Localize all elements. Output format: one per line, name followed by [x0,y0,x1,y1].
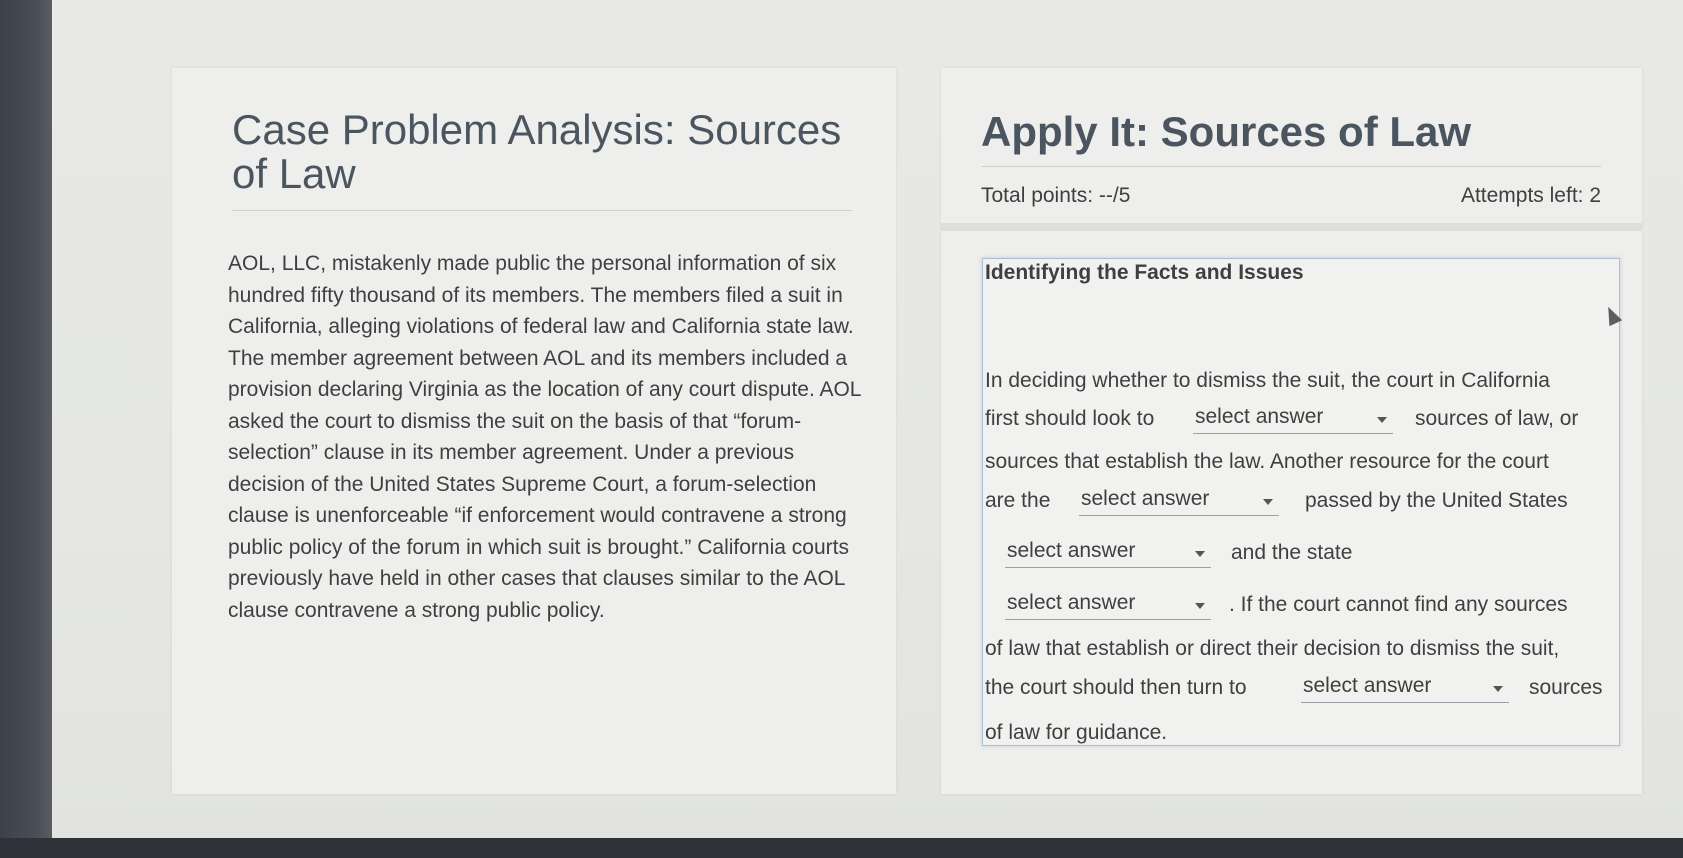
case-problem-title: Case Problem Analysis: Sources of Law [232,106,842,197]
question-text-line: sources that establish the law. Another resource for the court [985,450,1549,473]
dropdown-value: select answer [1195,405,1324,428]
case-problem-panel [172,68,896,794]
title-divider [981,166,1601,167]
title-divider [232,210,852,211]
question-text-line: In deciding whether to dismiss the suit, the court in California [985,369,1550,392]
question-text-line: and the state [1231,541,1353,564]
chevron-down-icon [1195,551,1205,557]
attempts-left: Attempts left: 2 [1460,184,1601,207]
apply-it-panel [941,68,1642,794]
answer-dropdown-4[interactable] [1005,591,1211,620]
monitor-bezel-bottom [0,838,1683,858]
question-text-line: the court should then turn to [985,676,1247,699]
answer-dropdown-5[interactable] [1301,674,1509,703]
question-text-line: of law that establish or direct their decision to dismiss the suit, [985,637,1560,660]
chevron-down-icon [1377,417,1387,423]
dropdown-value: select answer [1007,591,1136,614]
question-text-line: . If the court cannot find any sources [1229,593,1568,616]
total-points: Total points: --/5 [981,184,1131,207]
question-text-line: first should look to [985,407,1155,430]
chevron-down-icon [1195,603,1205,609]
question-heading: Identifying the Facts and Issues [985,261,1304,284]
apply-it-title: Apply It: Sources of Law [981,108,1472,155]
question-text-line: of law for guidance. [985,721,1168,744]
screen [52,0,1683,838]
answer-dropdown-2[interactable] [1079,487,1279,516]
chevron-down-icon [1493,686,1503,692]
question-text-line: are the [985,489,1051,512]
question-box [982,258,1620,746]
answer-dropdown-3[interactable] [1005,539,1211,568]
question-text-line: passed by the United States [1305,489,1568,512]
dropdown-value: select answer [1303,674,1432,697]
case-problem-text: AOL, LLC, mistakenly made public the personal information of six hundred fifty thousand of its members. The members filed a suit in California, alleging violations of federal law and California state law. The member agreement between AOL and its members included a provision declaring Virginia as the location of any court dispute. AOL asked the court to dismiss the suit on the basis of that “forum-selection” clause in its member agreement. Under a previous decision of the United States Supreme Court, a forum-selection clause is unenforceable “if enforcement would contravene a strong public policy of the forum in which suit is brought.” California courts previously have held in other cases that clauses similar to the AOL clause contravene a strong public policy. [228,252,861,622]
question-text-line: sources of law, or [1415,407,1579,430]
chevron-down-icon [1263,499,1273,505]
monitor-bezel [0,0,52,858]
header-divider [941,223,1642,231]
answer-dropdown-1[interactable] [1193,405,1393,434]
dropdown-value: select answer [1007,539,1136,562]
dropdown-value: select answer [1081,487,1210,510]
question-text-line: sources [1529,676,1603,699]
